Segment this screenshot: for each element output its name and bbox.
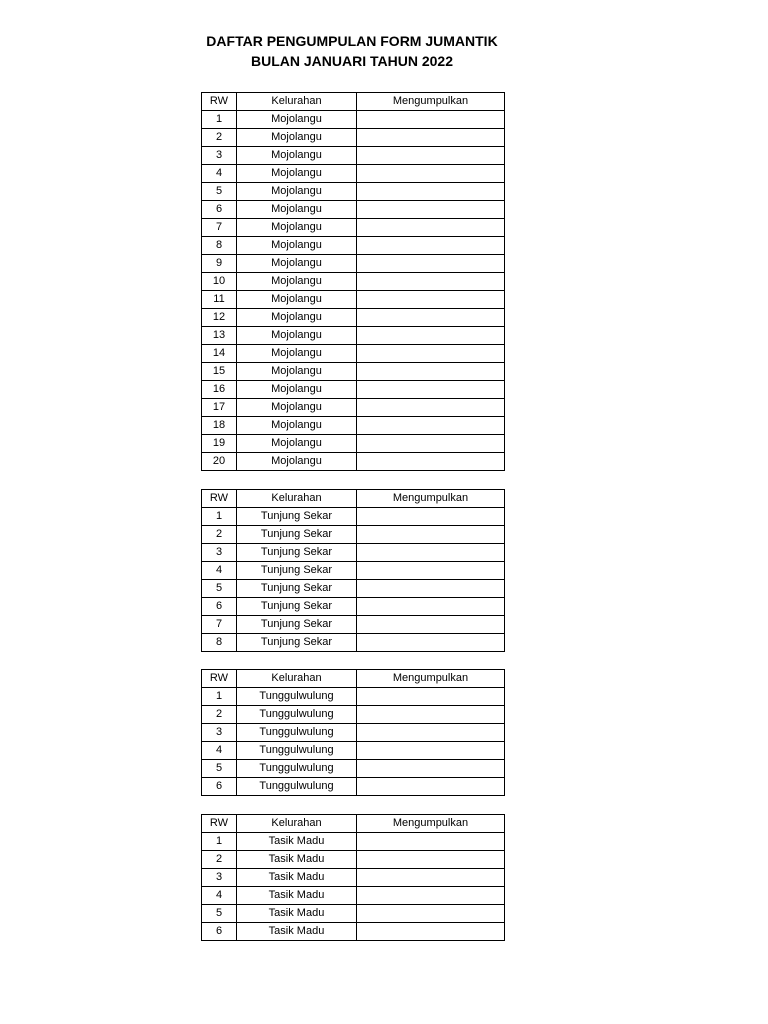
cell-mengumpulkan	[357, 345, 505, 363]
cell-kelurahan: Tunjung Sekar	[237, 616, 357, 634]
cell-rw: 9	[202, 255, 237, 273]
cell-mengumpulkan	[357, 147, 505, 165]
cell-mengumpulkan	[357, 399, 505, 417]
table-row	[202, 309, 505, 327]
table-row	[202, 327, 505, 345]
cell-rw: 3	[202, 544, 237, 562]
cell-rw: 1	[202, 111, 237, 129]
table-row	[202, 129, 505, 147]
table-row	[202, 616, 505, 634]
table-row	[202, 634, 505, 652]
cell-mengumpulkan	[357, 417, 505, 435]
cell-mengumpulkan	[357, 742, 505, 760]
cell-kelurahan: Tunggulwulung	[237, 706, 357, 724]
table-row	[202, 381, 505, 399]
table-header-row	[202, 490, 505, 508]
cell-kelurahan: Mojolangu	[237, 237, 357, 255]
table-header-row	[202, 670, 505, 688]
cell-kelurahan: Mojolangu	[237, 129, 357, 147]
cell-kelurahan: Tunggulwulung	[237, 778, 357, 796]
cell-rw: 3	[202, 724, 237, 742]
table-row	[202, 526, 505, 544]
cell-rw: 2	[202, 851, 237, 869]
cell-rw: 3	[202, 147, 237, 165]
cell-mengumpulkan	[357, 435, 505, 453]
cell-kelurahan: Mojolangu	[237, 291, 357, 309]
cell-kelurahan: Mojolangu	[237, 399, 357, 417]
cell-rw: 5	[202, 760, 237, 778]
column-header-mengumpulkan: Mengumpulkan	[357, 490, 505, 508]
cell-kelurahan: Tunjung Sekar	[237, 526, 357, 544]
cell-kelurahan: Mojolangu	[237, 453, 357, 471]
cell-mengumpulkan	[357, 598, 505, 616]
cell-rw: 10	[202, 273, 237, 291]
column-header-kelurahan: Kelurahan	[237, 670, 357, 688]
table-row	[202, 508, 505, 526]
cell-mengumpulkan	[357, 580, 505, 598]
column-header-mengumpulkan: Mengumpulkan	[357, 670, 505, 688]
cell-kelurahan: Mojolangu	[237, 327, 357, 345]
cell-kelurahan: Mojolangu	[237, 273, 357, 291]
cell-rw: 8	[202, 634, 237, 652]
cell-mengumpulkan	[357, 724, 505, 742]
cell-mengumpulkan	[357, 309, 505, 327]
cell-kelurahan: Tasik Madu	[237, 851, 357, 869]
cell-rw: 6	[202, 201, 237, 219]
cell-rw: 4	[202, 742, 237, 760]
cell-mengumpulkan	[357, 562, 505, 580]
cell-kelurahan: Tasik Madu	[237, 923, 357, 941]
cell-rw: 20	[202, 453, 237, 471]
table-row	[202, 219, 505, 237]
table-row	[202, 399, 505, 417]
table-row	[202, 111, 505, 129]
cell-rw: 16	[202, 381, 237, 399]
cell-rw: 5	[202, 905, 237, 923]
page-subtitle: BULAN JANUARI TAHUN 2022	[251, 53, 453, 69]
table-header-row	[202, 815, 505, 833]
cell-rw: 4	[202, 562, 237, 580]
cell-rw: 5	[202, 183, 237, 201]
cell-kelurahan: Mojolangu	[237, 345, 357, 363]
cell-rw: 6	[202, 598, 237, 616]
cell-rw: 12	[202, 309, 237, 327]
table-row	[202, 923, 505, 941]
cell-kelurahan: Mojolangu	[237, 435, 357, 453]
cell-kelurahan: Mojolangu	[237, 417, 357, 435]
cell-rw: 7	[202, 616, 237, 634]
cell-rw: 14	[202, 345, 237, 363]
table-row	[202, 869, 505, 887]
cell-mengumpulkan	[357, 237, 505, 255]
cell-rw: 1	[202, 833, 237, 851]
cell-mengumpulkan	[357, 634, 505, 652]
table-row	[202, 778, 505, 796]
cell-rw: 4	[202, 887, 237, 905]
cell-mengumpulkan	[357, 869, 505, 887]
table-row	[202, 201, 505, 219]
table-mojolangu	[201, 92, 505, 471]
cell-mengumpulkan	[357, 273, 505, 291]
cell-kelurahan: Mojolangu	[237, 309, 357, 327]
cell-mengumpulkan	[357, 778, 505, 796]
cell-kelurahan: Tunjung Sekar	[237, 634, 357, 652]
cell-rw: 4	[202, 165, 237, 183]
cell-rw: 18	[202, 417, 237, 435]
cell-rw: 2	[202, 526, 237, 544]
cell-mengumpulkan	[357, 923, 505, 941]
table-row	[202, 905, 505, 923]
table-row	[202, 851, 505, 869]
table-row	[202, 273, 505, 291]
table-row	[202, 724, 505, 742]
cell-mengumpulkan	[357, 111, 505, 129]
cell-mengumpulkan	[357, 291, 505, 309]
table-row	[202, 255, 505, 273]
cell-kelurahan: Tunggulwulung	[237, 724, 357, 742]
cell-mengumpulkan	[357, 508, 505, 526]
table-tunggulwulung	[201, 669, 505, 796]
cell-rw: 11	[202, 291, 237, 309]
column-header-kelurahan: Kelurahan	[237, 490, 357, 508]
cell-kelurahan: Tunggulwulung	[237, 760, 357, 778]
cell-mengumpulkan	[357, 327, 505, 345]
cell-kelurahan: Tasik Madu	[237, 833, 357, 851]
cell-kelurahan: Tasik Madu	[237, 869, 357, 887]
cell-kelurahan: Tasik Madu	[237, 905, 357, 923]
table-header-row	[202, 93, 505, 111]
cell-mengumpulkan	[357, 453, 505, 471]
column-header-rw: RW	[202, 490, 237, 508]
column-header-mengumpulkan: Mengumpulkan	[357, 815, 505, 833]
cell-kelurahan: Mojolangu	[237, 381, 357, 399]
cell-kelurahan: Tunggulwulung	[237, 688, 357, 706]
cell-rw: 2	[202, 129, 237, 147]
cell-kelurahan: Mojolangu	[237, 363, 357, 381]
cell-kelurahan: Mojolangu	[237, 219, 357, 237]
cell-rw: 19	[202, 435, 237, 453]
table-row	[202, 742, 505, 760]
table-row	[202, 598, 505, 616]
cell-kelurahan: Mojolangu	[237, 255, 357, 273]
cell-kelurahan: Tunjung Sekar	[237, 580, 357, 598]
table-row	[202, 363, 505, 381]
cell-mengumpulkan	[357, 851, 505, 869]
column-header-rw: RW	[202, 815, 237, 833]
table-row	[202, 237, 505, 255]
cell-mengumpulkan	[357, 165, 505, 183]
cell-kelurahan: Tunjung Sekar	[237, 544, 357, 562]
cell-mengumpulkan	[357, 219, 505, 237]
cell-rw: 6	[202, 778, 237, 796]
cell-mengumpulkan	[357, 616, 505, 634]
table-row	[202, 688, 505, 706]
cell-mengumpulkan	[357, 526, 505, 544]
table-row	[202, 544, 505, 562]
table-row	[202, 435, 505, 453]
cell-kelurahan: Mojolangu	[237, 183, 357, 201]
cell-rw: 5	[202, 580, 237, 598]
table-row	[202, 453, 505, 471]
cell-kelurahan: Mojolangu	[237, 165, 357, 183]
cell-mengumpulkan	[357, 381, 505, 399]
cell-mengumpulkan	[357, 544, 505, 562]
cell-mengumpulkan	[357, 706, 505, 724]
cell-mengumpulkan	[357, 887, 505, 905]
table-row	[202, 183, 505, 201]
table-row	[202, 706, 505, 724]
cell-rw: 15	[202, 363, 237, 381]
cell-mengumpulkan	[357, 833, 505, 851]
cell-kelurahan: Tunjung Sekar	[237, 508, 357, 526]
table-row	[202, 147, 505, 165]
table-row	[202, 833, 505, 851]
cell-mengumpulkan	[357, 905, 505, 923]
cell-kelurahan: Tunggulwulung	[237, 742, 357, 760]
cell-rw: 7	[202, 219, 237, 237]
cell-rw: 1	[202, 508, 237, 526]
cell-kelurahan: Mojolangu	[237, 111, 357, 129]
cell-mengumpulkan	[357, 688, 505, 706]
table-row	[202, 562, 505, 580]
cell-rw: 6	[202, 923, 237, 941]
cell-kelurahan: Tunjung Sekar	[237, 598, 357, 616]
cell-mengumpulkan	[357, 760, 505, 778]
cell-rw: 3	[202, 869, 237, 887]
cell-rw: 17	[202, 399, 237, 417]
cell-kelurahan: Tunjung Sekar	[237, 562, 357, 580]
table-tasik-madu	[201, 814, 505, 941]
column-header-kelurahan: Kelurahan	[237, 93, 357, 111]
cell-mengumpulkan	[357, 363, 505, 381]
cell-mengumpulkan	[357, 201, 505, 219]
table-tunjung-sekar	[201, 489, 505, 652]
column-header-rw: RW	[202, 670, 237, 688]
page-title: DAFTAR PENGUMPULAN FORM JUMANTIK	[206, 33, 498, 49]
table-row	[202, 580, 505, 598]
table-row	[202, 291, 505, 309]
table-row	[202, 417, 505, 435]
column-header-rw: RW	[202, 93, 237, 111]
cell-kelurahan: Mojolangu	[237, 201, 357, 219]
table-row	[202, 345, 505, 363]
cell-rw: 13	[202, 327, 237, 345]
column-header-kelurahan: Kelurahan	[237, 815, 357, 833]
cell-mengumpulkan	[357, 129, 505, 147]
column-header-mengumpulkan: Mengumpulkan	[357, 93, 505, 111]
cell-kelurahan: Mojolangu	[237, 147, 357, 165]
table-row	[202, 760, 505, 778]
cell-rw: 8	[202, 237, 237, 255]
cell-rw: 2	[202, 706, 237, 724]
cell-mengumpulkan	[357, 183, 505, 201]
cell-kelurahan: Tasik Madu	[237, 887, 357, 905]
table-row	[202, 165, 505, 183]
cell-mengumpulkan	[357, 255, 505, 273]
table-row	[202, 887, 505, 905]
cell-rw: 1	[202, 688, 237, 706]
